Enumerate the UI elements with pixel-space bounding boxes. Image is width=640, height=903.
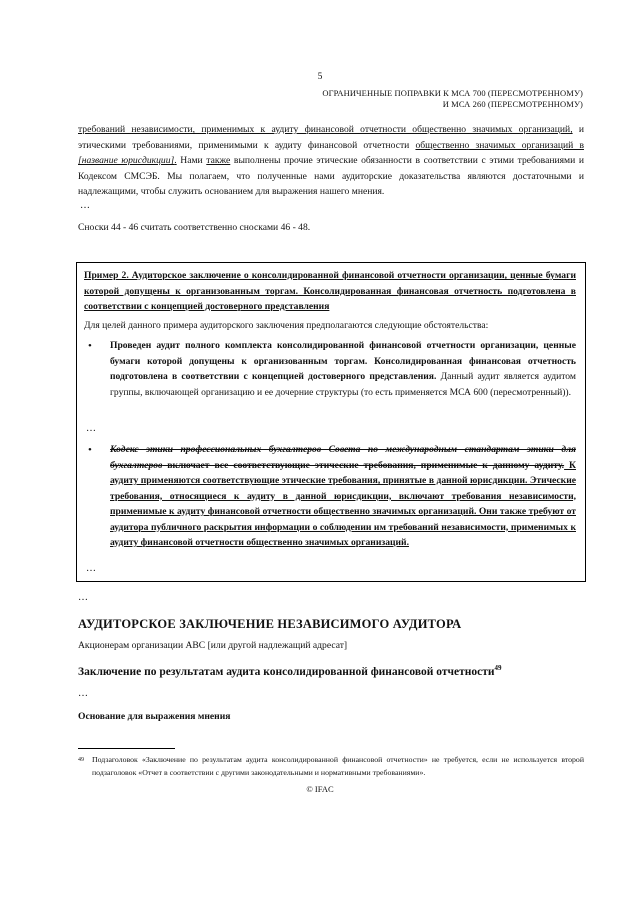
- page-number: 5: [317, 72, 323, 82]
- intro-text-1: и этическими требованиями, применимыми к аудиту финансовой отчетности: [78, 124, 584, 151]
- bullet-1-rest: Данный аудит является аудитом группы, включающей организацию и ее дочерние структуры (то есть применяется МСА 600 (пересмотренный)).: [110, 371, 576, 398]
- intro-paragraph: [78, 122, 584, 200]
- intro-underlined-4: .: [174, 155, 177, 166]
- bullet-marker-2: •: [88, 444, 92, 456]
- ellipsis-5: …: [78, 688, 88, 699]
- intro-underlined-2: общественно значимых организаций в: [415, 139, 584, 151]
- bullet-2: [110, 442, 576, 551]
- ellipsis-1: …: [80, 200, 90, 211]
- header-line-2: И МСА 260 (ПЕРЕСМОТРЕННОМУ): [442, 99, 583, 109]
- ellipsis-2: …: [86, 423, 96, 434]
- footnote-renumber-note: Сноски 44 - 46 считать соответственно сносками 46 - 48.: [78, 222, 311, 233]
- basis-heading: Основание для выражения мнения: [78, 711, 231, 722]
- intro-text-3: выполнены прочие этические обязанности в соответствии с этими требованиями и Кодексом СМСЭБ. Мы полагаем, что полученные нами аудиторские доказательства являются достаточными и надлежащими, чтобы служить основанием для выражения нашего мнения.: [78, 155, 584, 197]
- footnote: [78, 754, 584, 779]
- example-intro: Для целей данного примера аудиторского заключения предполагаются следующие обстоятельства:: [84, 320, 489, 331]
- header-line-1: ОГРАНИЧЕННЫЕ ПОПРАВКИ К МСА 700 (ПЕРЕСМОТРЕННОМУ): [322, 88, 583, 98]
- bullet-2-deleted-text: включает все соответствующие этические требования, применимые к данному аудиту.: [162, 459, 565, 471]
- footnote-number: 49: [78, 757, 84, 763]
- intro-underlined-1: требований независимости, применимых к аудиту финансовой отчетности общественно значимых организаций,: [78, 124, 573, 135]
- running-header: [322, 88, 583, 110]
- example-title: [84, 268, 576, 315]
- bullet-2-inserted-text: К аудиту применяются соответствующие этические требования, принятые в данной юрисдикции. Этические требования, относящиеся к аудиту в данной юрисдикции, включают требования независимости, применимые к аудиту финансовой отчетности общественно значимых организаций. Они также требуют от аудитора публичного раскрытия информации о соблюдении им требований независимости, применимых к аудиту финансовой отчетности общественно значимых организаций.: [110, 459, 577, 548]
- footnote-separator: [78, 748, 175, 749]
- ellipsis-3: …: [86, 563, 96, 574]
- report-heading: АУДИТОРСКОЕ ЗАКЛЮЧЕНИЕ НЕЗАВИСИМОГО АУДИТОРА: [78, 617, 462, 631]
- footnote-ref: 49: [494, 664, 502, 672]
- bullet-1-bold: Проведен аудит полного комплекта консолидированной финансовой отчетности организации, ценные бумаги которой допущены к организованным торгам. Консолидированная финансовая отчетность подготовлена в соответствии с концепцией достоверного представления.: [110, 340, 576, 382]
- ellipsis-4: …: [78, 592, 88, 603]
- bullet-1: [110, 338, 576, 400]
- example-title-text: Пример 2. Аудиторское заключение о консолидированной финансовой отчетности организации, ценные бумаги которой допущены к организованным торгам. Консолидированная финансовая отчетность подготовлена в соответствии с концепцией достоверного представления: [84, 270, 576, 312]
- intro-text-2: Нами: [176, 155, 207, 166]
- addressee: Акционерам организации АВС [или другой надлежащий адресат]: [78, 640, 348, 651]
- report-subheading: [78, 664, 501, 678]
- intro-underlined-also: также: [206, 155, 231, 166]
- copyright-footer: © IFAC: [306, 784, 334, 794]
- footnote-text: Подзаголовок «Заключение по результатам аудита консолидированной финансовой отчетности» не требуется, если не используется второй подзаголовок «Отчет в соответствии с другими законодательными и нормативными требованиями».: [92, 755, 584, 777]
- intro-jurisdiction: [название юрисдикции]: [78, 155, 175, 166]
- report-subheading-text: Заключение по результатам аудита консолидированной финансовой отчетности: [78, 665, 495, 678]
- bullet-marker-1: •: [88, 340, 92, 352]
- bullet-2-deleted-code: Кодекс этики профессиональных бухгалтеров Совета по международным стандартам этики для бухгалтеров: [110, 444, 576, 471]
